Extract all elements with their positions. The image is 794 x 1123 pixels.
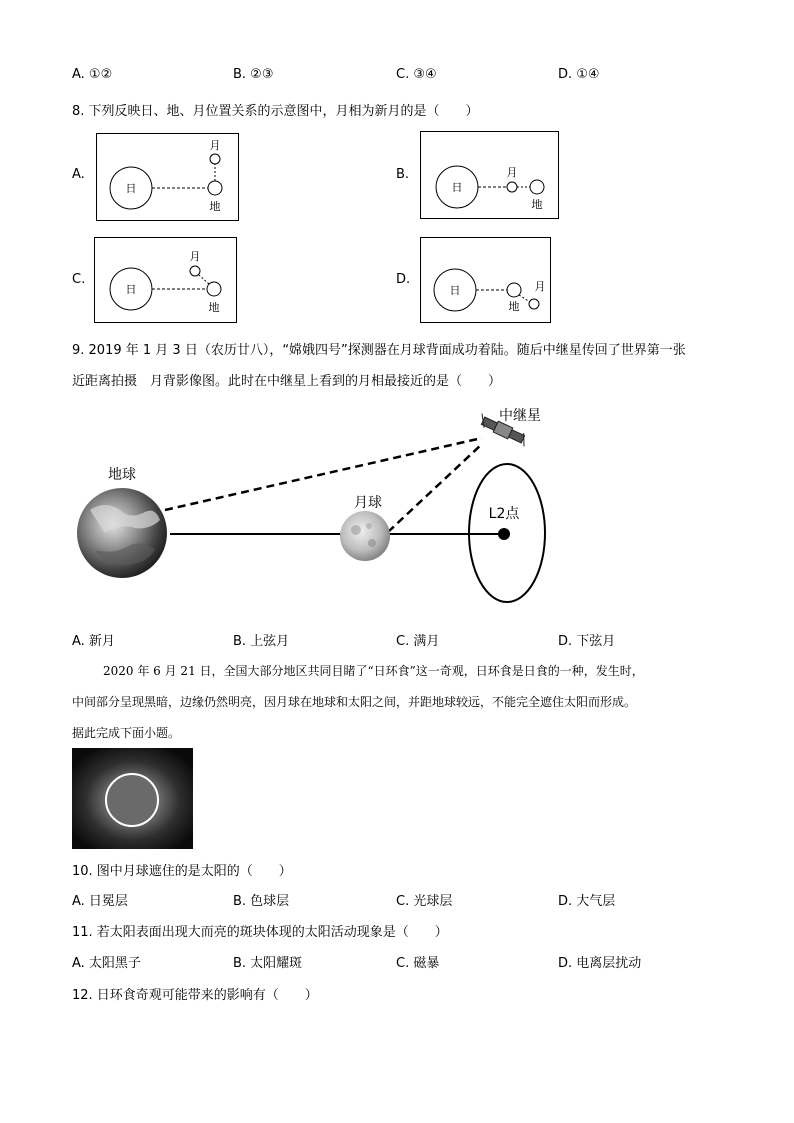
l2-point bbox=[498, 528, 510, 540]
moon-label: 月 bbox=[189, 250, 201, 263]
q10-option-c: C. 光球层 bbox=[396, 894, 453, 909]
q9-option-a: A. 新月 bbox=[72, 634, 115, 649]
passage-line2: 中间部分呈现黑暗，边缘仍然明亮，因月球在地球和太阳之间，并距地球较远，不能完全遮住太阳而形成。 bbox=[72, 695, 637, 709]
q7-option-d: D. ①④ bbox=[558, 67, 600, 82]
q9-option-c: C. 满月 bbox=[396, 634, 440, 649]
q8-diagram-c bbox=[94, 237, 237, 323]
q10-stem: 10. 图中月球遮住的是太阳的（ ） bbox=[72, 864, 292, 879]
q8-diagram-d bbox=[420, 237, 551, 323]
earth-label: 地球 bbox=[108, 467, 136, 483]
q11-option-c: C. 磁暴 bbox=[396, 956, 440, 971]
q8-option-d-label: D. bbox=[396, 272, 411, 287]
earth-label: 地 bbox=[531, 198, 543, 211]
q9-stem-line1: 9. 2019 年 1 月 3 日（农历廿八），“嫦娥四号”探测器在月球背面成功着陆。随后中继星传回了世界第一张 bbox=[72, 343, 686, 358]
q8-option-b-label: B. bbox=[396, 167, 410, 182]
q12-stem: 12. 日环食奇观可能带来的影响有（ ） bbox=[72, 988, 318, 1003]
q8-diagram-b bbox=[420, 131, 559, 219]
moon-label: 月 bbox=[534, 280, 546, 293]
q8-option-a-label: A. bbox=[72, 167, 85, 182]
annular-eclipse-photo bbox=[72, 748, 193, 849]
q8-option-c-label: C. bbox=[72, 272, 86, 287]
earth-label: 地 bbox=[508, 300, 520, 313]
sun-label: 日 bbox=[451, 181, 463, 194]
moon-label: 月球 bbox=[354, 495, 382, 511]
moon-relay-line bbox=[388, 444, 482, 532]
moon-globe bbox=[340, 511, 390, 561]
q10-option-d: D. 大气层 bbox=[558, 894, 616, 909]
q7-option-c: C. ③④ bbox=[396, 67, 437, 82]
moon-label: 月 bbox=[209, 139, 221, 152]
sun-label: 日 bbox=[125, 182, 137, 195]
q10-option-b: B. 色球层 bbox=[233, 894, 290, 909]
earth-globe bbox=[77, 488, 167, 578]
q8-stem: 8. 下列反映日、地、月位置关系的示意图中，月相为新月的是（ ） bbox=[72, 104, 479, 119]
q7-option-a: A. ①② bbox=[72, 67, 113, 82]
l2-label: L2点 bbox=[488, 506, 520, 522]
q11-option-a: A. 太阳黑子 bbox=[72, 956, 141, 971]
relay-label: 中继星 bbox=[499, 408, 541, 424]
q7-option-b: B. ②③ bbox=[233, 67, 274, 82]
q10-option-a: A. 日冕层 bbox=[72, 894, 128, 909]
earth-label: 地 bbox=[208, 301, 220, 314]
q9-relay-satellite-figure bbox=[70, 400, 570, 610]
passage-line1: 2020 年 6 月 21 日，全国大部分地区共同目睹了“日环食”这一奇观，日环食是日食的一种，发生时， bbox=[103, 664, 644, 678]
q9-stem-line2: 近距离拍摄 月背影像图。此时在中继星上看到的月相最接近的是（ ） bbox=[72, 374, 502, 389]
earth-label: 地 bbox=[209, 200, 221, 213]
q11-option-b: B. 太阳耀斑 bbox=[233, 956, 303, 971]
earth-relay-line bbox=[165, 438, 482, 510]
q8-diagram-a bbox=[96, 133, 239, 221]
sun-label: 日 bbox=[125, 283, 137, 296]
q11-option-d: D. 电离层扰动 bbox=[558, 956, 642, 971]
q9-option-b: B. 上弦月 bbox=[233, 634, 290, 649]
passage-line3: 据此完成下面小题。 bbox=[72, 726, 181, 740]
q9-option-d: D. 下弦月 bbox=[558, 634, 616, 649]
moon-label: 月 bbox=[506, 166, 518, 179]
sun-label: 日 bbox=[449, 284, 461, 297]
q11-stem: 11. 若太阳表面出现大而亮的斑块体现的太阳活动现象是（ ） bbox=[72, 925, 448, 940]
